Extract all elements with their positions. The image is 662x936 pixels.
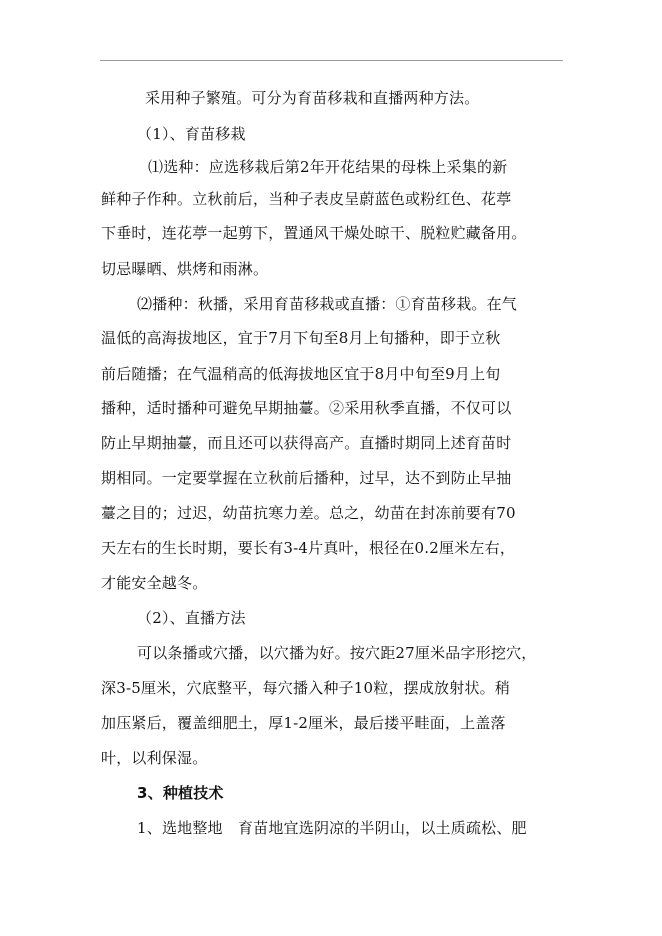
paragraph-direct-sowing-line: 可以条播或穴播，以穴播为好。按穴距27厘米品字形挖穴， bbox=[137, 644, 537, 662]
paragraph-sowing-line: 防止早期抽薹，而且还可以获得高产。直播时期同上述育苗时 bbox=[101, 434, 512, 452]
heading-planting-technique: 3、种植技术 bbox=[137, 784, 224, 802]
paragraph-direct-sowing-line: 加压紧后，覆盖细肥土，厚1-2厘米，最后搂平畦面，上盖落 bbox=[101, 714, 506, 732]
paragraph-sowing-line: 期相同。一定要掌握在立秋前后播种，过早，达不到防止早抽 bbox=[101, 469, 512, 487]
header-rule bbox=[100, 60, 563, 61]
paragraph-sowing-line: 温低的高海拔地区，宜于7月下旬至8月上旬播种，即于立秋 bbox=[101, 329, 501, 347]
paragraph-sowing-line: 播种，适时播种可避免早期抽薹。②采用秋季直播，不仅可以 bbox=[101, 399, 512, 417]
paragraph-intro: 采用种子繁殖。可分为育苗移栽和直播两种方法。 bbox=[145, 89, 480, 107]
paragraph-sowing-line: 天左右的生长时期，要长有3-4片真叶，根径在0.2厘米左右， bbox=[101, 539, 516, 557]
paragraph-sowing-line: 薹之目的；过迟，幼苗抗寒力差。总之，幼苗在封冻前要有70 bbox=[101, 504, 516, 522]
paragraph-sowing-line: 前后随播；在气温稍高的低海拔地区宜于8月中旬至9月上旬 bbox=[101, 365, 501, 383]
paragraph-site-selection-line: 1、选地整地 育苗地宜选阴凉的半阴山，以土质疏松、肥 bbox=[137, 819, 527, 837]
paragraph-sowing-line: ⑵播种：秋播，采用育苗移栽或直播：①育苗移栽。在气 bbox=[137, 295, 518, 313]
paragraph-direct-sowing-line: 深3-5厘米，穴底整平，每穴播入种子10粒，摆成放射状。稍 bbox=[101, 679, 511, 697]
paragraph-seed-selection-line: 切忌曝晒、烘烤和雨淋。 bbox=[101, 260, 269, 278]
paragraph-seed-selection-line: 鲜种子作种。立秋前后，当种子表皮呈蔚蓝色或粉红色、花葶 bbox=[101, 190, 512, 208]
paragraph-direct-sowing-line: 叶，以利保湿。 bbox=[101, 749, 208, 767]
paragraph-sowing-line: 才能安全越冬。 bbox=[101, 574, 208, 592]
paragraph-seed-selection-line: ⑴选种：应选移栽后第2年开花结果的母株上采集的新 bbox=[148, 158, 508, 176]
paragraph-seed-selection-line: 下垂时，连花葶一起剪下，置通风干燥处晾干、脱粒贮藏备用。 bbox=[101, 224, 527, 242]
heading-direct-sowing: （2）、直播方法 bbox=[137, 609, 246, 627]
heading-seedling-transplant: （1）、育苗移栽 bbox=[137, 125, 246, 143]
